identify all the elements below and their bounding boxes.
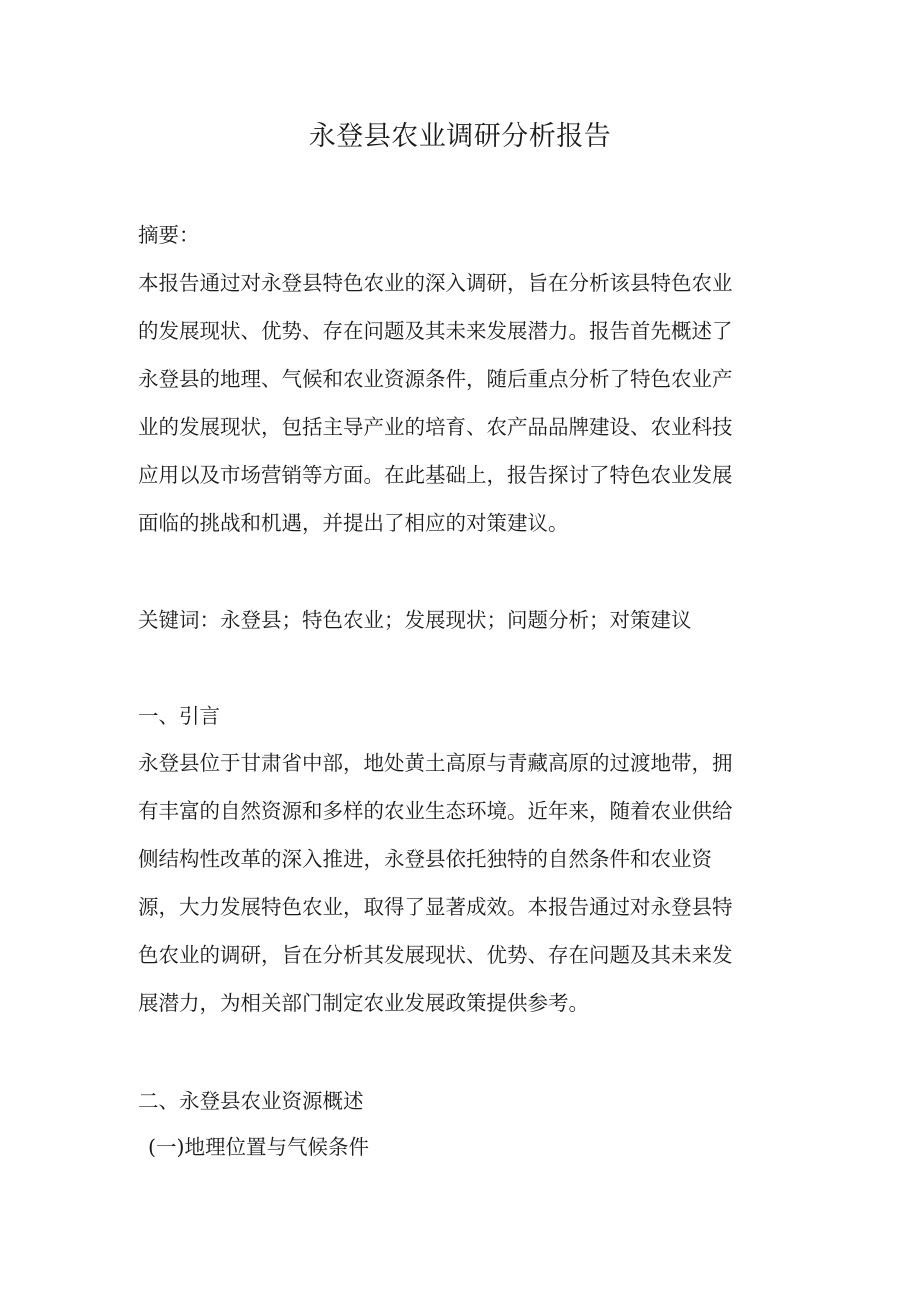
paragraph-line: 永登县位于甘肃省中部，地处黄土高原与青藏高原的过渡地带，拥 [138,751,733,775]
paragraph-line: 有丰富的自然资源和多样的农业生态环境。近年来，随着农业供给 [138,799,733,823]
abstract-label: 摘要： [138,223,200,247]
paragraph-line: 色农业的调研，旨在分析其发展现状、优势、存在问题及其未来发 [138,943,733,967]
document-title: 永登县农业调研分析报告 [308,121,612,152]
keywords-line: 关键词：永登县；特色农业；发展现状；问题分析；对策建议 [138,608,692,632]
introduction-paragraph [138,739,778,1027]
paragraph-line: 业的发展现状，包括主导产业的培育、农产品品牌建设、农业科技 [138,415,733,439]
section-heading-introduction: 一、引言 [138,704,220,728]
subsection-heading-geography: (一)地理位置与气候条件 [148,1135,369,1159]
paragraph-line: 的发展现状、优势、存在问题及其未来发展潜力。报告首先概述了 [138,319,733,343]
paragraph-line: 展潜力，为相关部门制定农业发展政策提供参考。 [138,991,589,1015]
paragraph-line: 面临的挑战和机遇，并提出了相应的对策建议。 [138,511,569,535]
abstract-paragraph [138,259,778,547]
paragraph-line: 源，大力发展特色农业，取得了显著成效。本报告通过对永登县特 [138,895,733,919]
paragraph-line: 应用以及市场营销等方面。在此基础上，报告探讨了特色农业发展 [138,463,733,487]
section-heading-resources: 二、永登县农业资源概述 [138,1089,364,1113]
paragraph-line: 永登县的地理、气候和农业资源条件，随后重点分析了特色农业产 [138,367,733,391]
paragraph-line: 侧结构性改革的深入推进，永登县依托独特的自然条件和农业资 [138,847,712,871]
paragraph-line: 本报告通过对永登县特色农业的深入调研，旨在分析该县特色农业 [138,271,733,295]
